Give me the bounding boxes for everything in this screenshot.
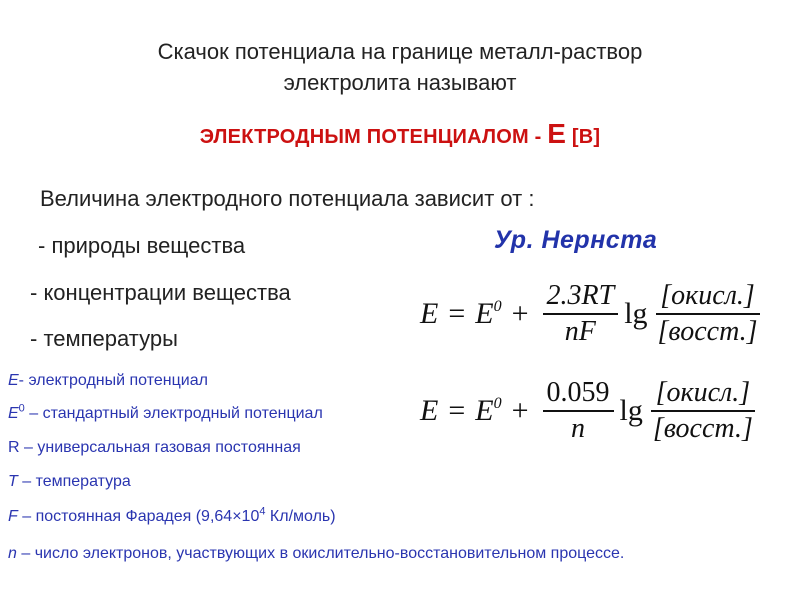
formula-plus: + — [511, 297, 529, 330]
formula-equals: = — [448, 297, 466, 330]
legend-item-e0: $E^0$ – стандартный электродный потенциал — [8, 402, 323, 422]
legend-item-n: n – число электронов, участвующих в окислительно-восстановительном процессе. — [8, 545, 625, 562]
title-line-1: Скачок потенциала на границе металл-раствор — [157, 39, 643, 64]
legend-item-f: F – постоянная Фарадея ($9,64\times 10^4$ Кл/моль) — [8, 505, 336, 525]
formula-lhs: E — [420, 394, 439, 427]
fraction-numerator: 0.059 — [546, 377, 610, 409]
formula-e0: $E^0$ — [475, 297, 502, 330]
oxidized-concentration: [окисл.] — [655, 377, 751, 409]
term-heading — [0, 118, 800, 150]
legend-item-r: R – универсальная газовая постоянная — [8, 439, 301, 456]
formula-log: lg — [619, 394, 643, 427]
formula-e0: $E^0$ — [475, 394, 502, 427]
factor-item: - природы вещества — [38, 233, 246, 258]
nernst-formula-general — [420, 271, 764, 357]
formula-lhs: E — [420, 297, 439, 330]
term-text: ЭЛЕКТРОДНЫМ ПОТЕНЦИАЛОМ - — [199, 126, 548, 148]
reduced-concentration: [восст.] — [657, 315, 758, 347]
formula-coefficient — [543, 376, 614, 446]
term-unit: [B] — [566, 126, 601, 148]
fraction-numerator: 2.3RT — [546, 280, 615, 312]
formula-concentration-ratio — [651, 376, 755, 446]
factor-item: - температуры — [30, 326, 178, 351]
fraction-denominator: n — [571, 412, 585, 444]
reduced-concentration: [восст.] — [652, 412, 753, 444]
factor-item: - концентрации вещества — [30, 280, 291, 305]
formula-coefficient — [543, 279, 619, 349]
term-symbol: E — [547, 118, 567, 149]
formula-equals: = — [448, 394, 466, 427]
legend-item-t: T – температура — [8, 473, 131, 490]
nernst-title: Ур. Нернста — [494, 226, 658, 254]
nernst-formula-25c — [420, 368, 759, 454]
depends-heading: Величина электродного потенциала зависит от : — [40, 186, 535, 211]
title-line-2: электролита называют — [283, 70, 517, 95]
legend-item-e: E- электродный потенциал — [8, 372, 208, 389]
formula-concentration-ratio — [656, 279, 760, 349]
oxidized-concentration: [окисл.] — [660, 280, 755, 312]
fraction-denominator: nF — [564, 315, 596, 347]
slide-title — [0, 36, 800, 98]
formula-log: lg — [624, 297, 648, 330]
formula-plus: + — [511, 394, 529, 427]
